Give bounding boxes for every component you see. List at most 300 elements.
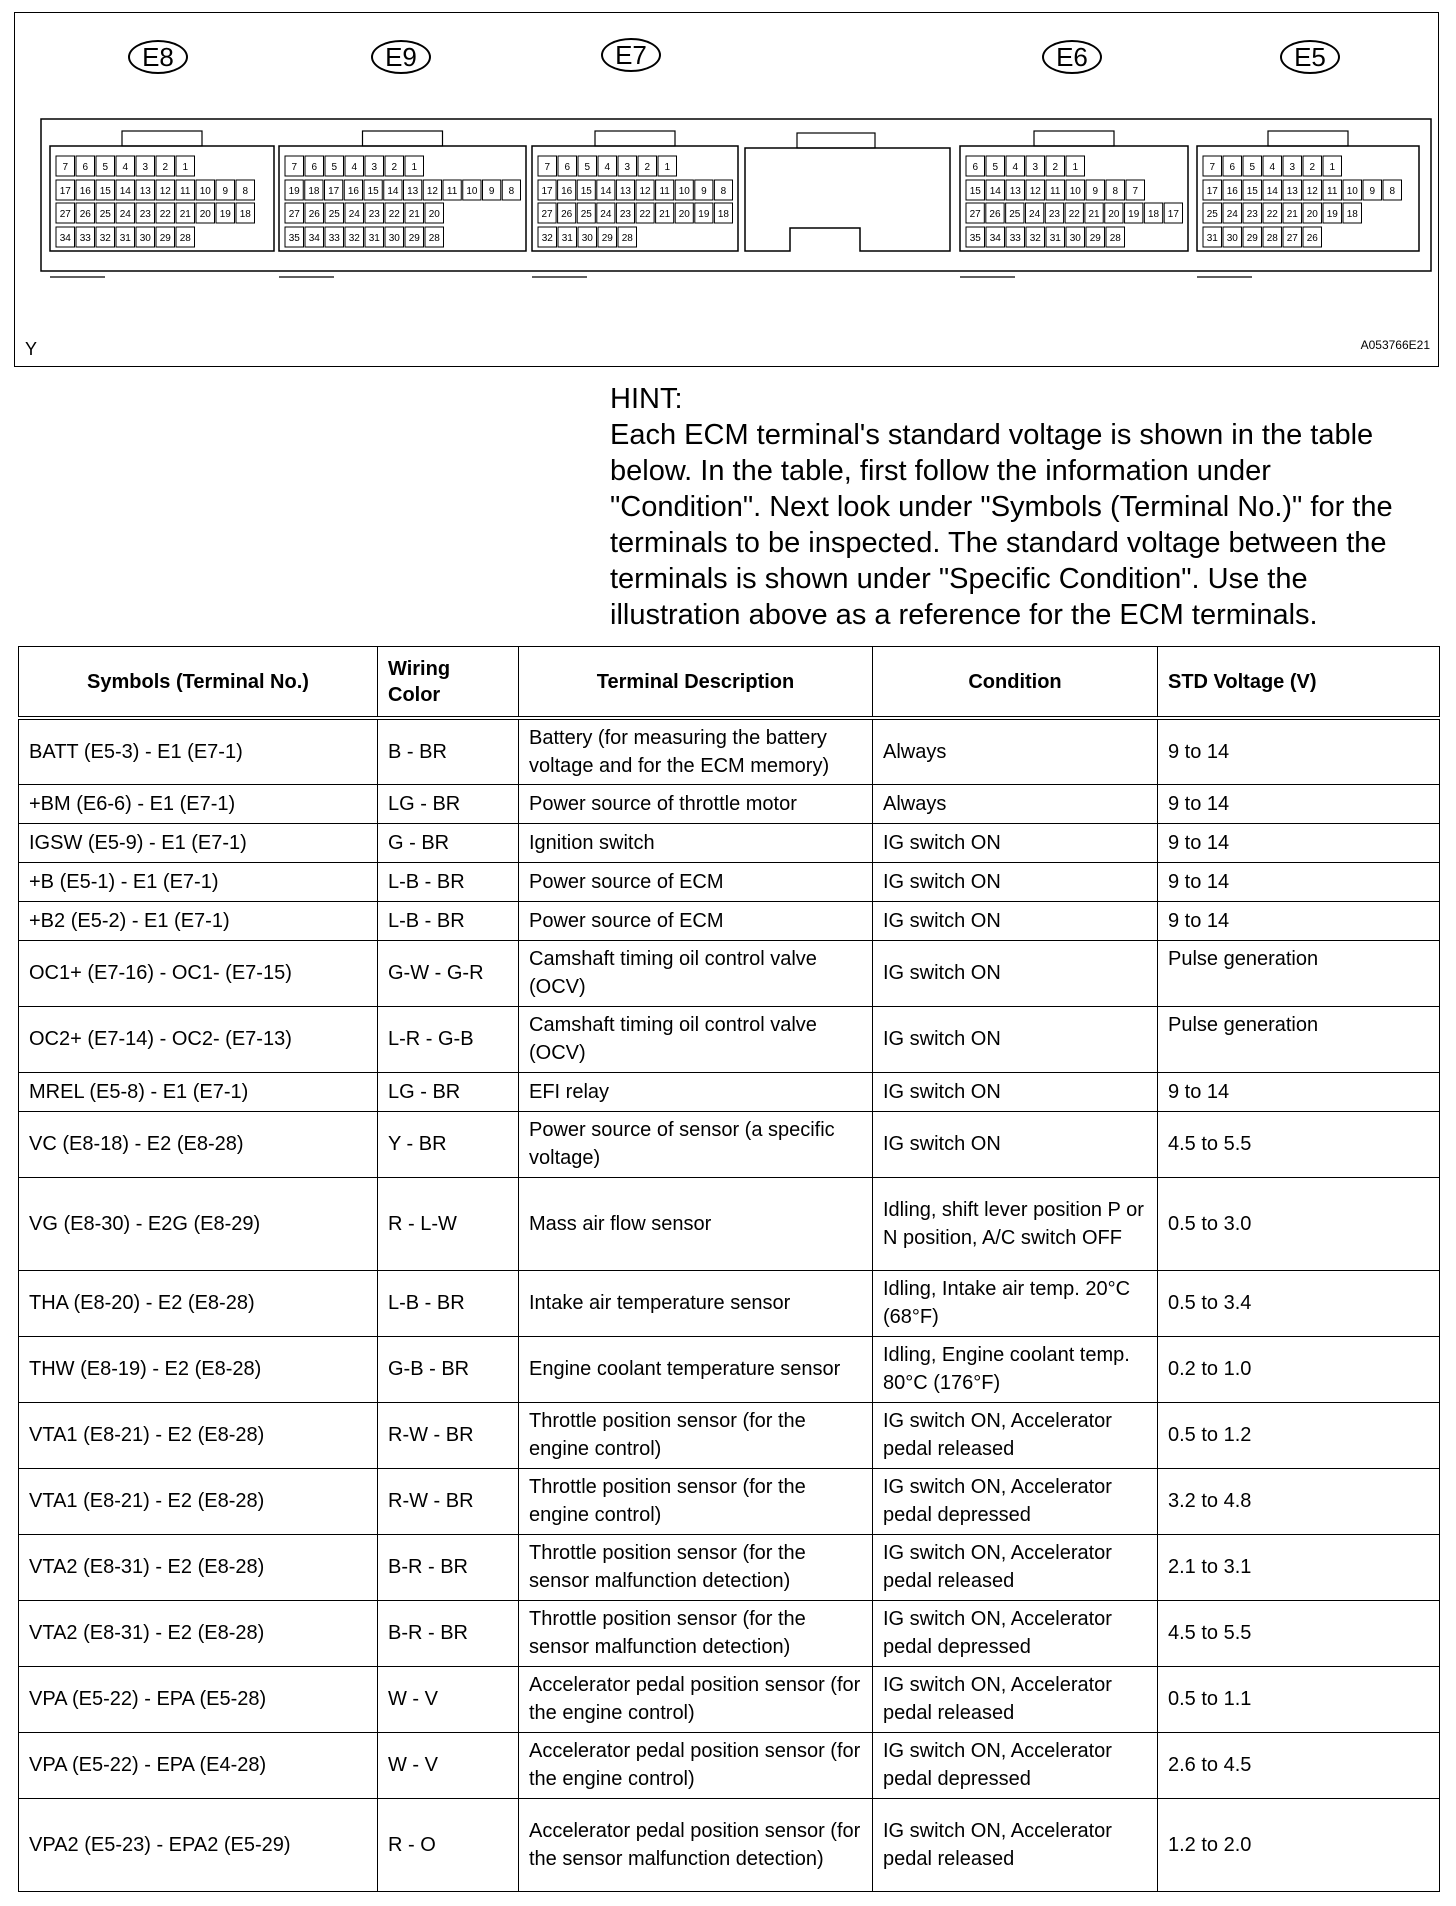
cell-condition: IG switch ON, Accelerator pedal released: [873, 1402, 1158, 1468]
pin-number-e8: 20: [199, 209, 211, 220]
pin-number-e7: 13: [619, 186, 632, 197]
table-row: [19, 940, 1440, 1006]
pin-number-e9: 35: [288, 233, 300, 244]
cell-condition: Idling, Engine coolant temp. 80°C (176°F): [873, 1336, 1158, 1402]
pin-number-e9: 11: [446, 186, 458, 197]
table-row: [19, 1402, 1440, 1468]
cell-description: EFI relay: [519, 1072, 873, 1111]
pin-number-e6: 27: [969, 209, 981, 220]
pin-number-e7: 17: [541, 186, 553, 197]
pin-number-e6: 29: [1089, 233, 1101, 244]
pin-number-e9: 20: [428, 209, 440, 220]
pin-number-e7: 22: [639, 209, 651, 220]
cell-symbols: IGSW (E5-9) - E1 (E7-1): [19, 823, 378, 862]
cell-condition: IG switch ON: [873, 823, 1158, 862]
pin-number-e6: 11: [1050, 186, 1061, 197]
cell-voltage: 4.5 to 5.5: [1158, 1111, 1440, 1177]
pin-number-e5: 6: [1229, 162, 1236, 173]
pin-number-e7: 20: [678, 209, 690, 220]
cell-symbols: VPA (E5-22) - EPA (E5-28): [19, 1666, 378, 1732]
pin-number-e8: 5: [102, 162, 109, 173]
pin-number-e7: 7: [544, 162, 551, 173]
cell-description: Camshaft timing oil control valve (OCV): [519, 940, 873, 1006]
pin-number-e9: 4: [351, 162, 358, 173]
pin-number-e5: 30: [1226, 233, 1238, 244]
pin-number-e9: 16: [347, 186, 359, 197]
pin-number-e6: 14: [989, 186, 1001, 197]
pin-number-e9: 22: [388, 209, 400, 220]
pin-number-e5: 5: [1249, 162, 1256, 173]
pin-number-e9: 31: [368, 233, 380, 244]
table-row: [19, 823, 1440, 862]
cell-condition: IG switch ON: [873, 1111, 1158, 1177]
pin-number-e6: 3: [1032, 162, 1039, 173]
pin-number-e5: 27: [1286, 233, 1298, 244]
pin-number-e6: 8: [1112, 186, 1119, 197]
cell-description: Throttle position sensor (for the engine control): [519, 1468, 873, 1534]
pin-number-e5: 15: [1246, 186, 1258, 197]
cell-description: Accelerator pedal position sensor (for the engine control): [519, 1732, 873, 1798]
pin-number-e8: 33: [79, 233, 91, 244]
pin-number-e6: 21: [1088, 209, 1100, 220]
pin-number-e5: 24: [1226, 209, 1238, 220]
pin-number-e7: 18: [717, 209, 730, 220]
table-row: [19, 718, 1440, 784]
header-wiring-line2: Color: [388, 683, 441, 706]
pin-number-e8: 19: [219, 209, 231, 220]
hint-line: terminals is shown under "Specific Condition". Use the: [610, 563, 1308, 595]
cell-wiring: L-B - BR: [378, 1270, 519, 1336]
table-row: [19, 1006, 1440, 1072]
cell-symbols: THA (E8-20) - E2 (E8-28): [19, 1270, 378, 1336]
cell-symbols: +BM (E6-6) - E1 (E7-1): [19, 784, 378, 823]
cell-condition: IG switch ON: [873, 862, 1158, 901]
pin-number-e8: 14: [119, 186, 131, 197]
pin-number-e5: 3: [1289, 162, 1296, 173]
pin-number-e9: 26: [308, 209, 320, 220]
pin-number-e7: 16: [561, 186, 573, 197]
pin-number-e8: 16: [79, 186, 91, 197]
pin-number-e9: 15: [367, 186, 379, 197]
pin-number-e5: 11: [1327, 186, 1338, 197]
pin-number-e7: 10: [678, 186, 690, 197]
pin-number-e8: 26: [79, 209, 91, 220]
pin-number-e6: 7: [1132, 186, 1139, 197]
cell-condition: IG switch ON, Accelerator pedal released: [873, 1798, 1158, 1891]
pin-number-e6: 10: [1069, 186, 1081, 197]
pin-number-e8: 9: [222, 186, 229, 197]
table-row: [19, 1666, 1440, 1732]
pin-number-e8: 12: [159, 186, 171, 197]
terminal-voltage-table: [18, 646, 1440, 1892]
connector-illustration: [14, 12, 1439, 367]
table-row: [19, 1072, 1440, 1111]
cell-condition: Always: [873, 718, 1158, 784]
hint-line: below. In the table, first follow the information under: [610, 455, 1271, 487]
pin-number-e5: 31: [1206, 233, 1218, 244]
pin-number-e8: 8: [242, 186, 249, 197]
table-row: [19, 1600, 1440, 1666]
pin-number-e7: 11: [659, 186, 670, 197]
pin-number-e6: 9: [1092, 186, 1099, 197]
cell-description: Engine coolant temperature sensor: [519, 1336, 873, 1402]
pin-number-e5: 21: [1286, 209, 1298, 220]
connector-latch-e8: [122, 131, 202, 146]
pin-number-e9: 9: [488, 186, 495, 197]
pin-number-e5: 19: [1326, 209, 1338, 220]
pin-number-e6: 2: [1052, 162, 1059, 173]
pin-number-e7: 29: [601, 233, 613, 244]
cell-description: Power source of ECM: [519, 862, 873, 901]
pin-number-e5: 9: [1369, 186, 1376, 197]
cell-condition: IG switch ON: [873, 901, 1158, 940]
pin-number-e7: 14: [600, 186, 612, 197]
hint-line: terminals to be inspected. The standard voltage between the: [610, 527, 1387, 559]
cell-voltage: 1.2 to 2.0: [1158, 1798, 1440, 1891]
cell-wiring: L-R - G-B: [378, 1006, 519, 1072]
cell-description: Throttle position sensor (for the engine control): [519, 1402, 873, 1468]
cell-wiring: R-W - BR: [378, 1402, 519, 1468]
pin-number-e8: 23: [139, 209, 151, 220]
pin-number-e6: 34: [989, 233, 1001, 244]
cell-description: Battery (for measuring the battery voltage and for the ECM memory): [519, 718, 873, 784]
cell-wiring: L-B - BR: [378, 901, 519, 940]
cell-condition: IG switch ON: [873, 1072, 1158, 1111]
cell-wiring: B-R - BR: [378, 1534, 519, 1600]
cell-wiring: Y - BR: [378, 1111, 519, 1177]
cell-voltage: 9 to 14: [1158, 823, 1440, 862]
pin-number-e7: 30: [581, 233, 593, 244]
connector-label-e9: E9: [371, 40, 431, 74]
pin-number-e6: 4: [1012, 162, 1019, 173]
hint-line: "Condition". Next look under "Symbols (Terminal No.)" for the: [610, 491, 1393, 523]
pin-number-e8: 31: [119, 233, 131, 244]
pin-number-e7: 24: [600, 209, 612, 220]
cell-wiring: G - BR: [378, 823, 519, 862]
pin-number-e8: 22: [159, 209, 171, 220]
pin-number-e8: 3: [142, 162, 149, 173]
table-row: [19, 1270, 1440, 1336]
pin-number-e5: 26: [1306, 233, 1318, 244]
cell-symbols: VC (E8-18) - E2 (E8-28): [19, 1111, 378, 1177]
pin-number-e9: 30: [388, 233, 400, 244]
cell-wiring: R-W - BR: [378, 1468, 519, 1534]
pin-number-e8: 7: [62, 162, 69, 173]
pin-number-e6: 26: [989, 209, 1001, 220]
pin-number-e8: 28: [179, 233, 191, 244]
figure-id: A053766E21: [1360, 338, 1430, 352]
pin-number-e5: 8: [1389, 186, 1396, 197]
illustration-corner-label: Y: [25, 339, 38, 359]
cell-symbols: VG (E8-30) - E2G (E8-29): [19, 1177, 378, 1270]
pin-number-e9: 24: [348, 209, 360, 220]
pin-number-e5: 18: [1346, 209, 1358, 220]
cell-voltage: 0.5 to 1.1: [1158, 1666, 1440, 1732]
pin-number-e9: 18: [308, 186, 320, 197]
cell-voltage: Pulse generation: [1158, 1006, 1440, 1072]
pin-number-e7: 15: [580, 186, 592, 197]
pin-number-e6: 6: [972, 162, 979, 173]
pin-number-e8: 24: [119, 209, 131, 220]
pin-number-e7: 25: [580, 209, 592, 220]
table-row: [19, 1798, 1440, 1891]
pin-number-e8: 10: [199, 186, 211, 197]
cell-condition: Always: [873, 784, 1158, 823]
pin-number-e6: 35: [969, 233, 981, 244]
cell-description: Ignition switch: [519, 823, 873, 862]
pin-number-e5: 10: [1346, 186, 1358, 197]
table-row: [19, 1111, 1440, 1177]
pin-number-e6: 17: [1167, 209, 1179, 220]
cell-wiring: G-B - BR: [378, 1336, 519, 1402]
pin-number-e7: 4: [604, 162, 611, 173]
cell-wiring: R - L-W: [378, 1177, 519, 1270]
cell-wiring: R - O: [378, 1798, 519, 1891]
cell-symbols: VPA2 (E5-23) - EPA2 (E5-29): [19, 1798, 378, 1891]
pin-number-e7: 9: [701, 186, 707, 197]
cell-symbols: VPA (E5-22) - EPA (E4-28): [19, 1732, 378, 1798]
pin-number-e9: 1: [411, 162, 418, 173]
cell-voltage: 0.5 to 3.0: [1158, 1177, 1440, 1270]
cell-description: Power source of sensor (a specific voltage): [519, 1111, 873, 1177]
cell-description: Accelerator pedal position sensor (for the engine control): [519, 1666, 873, 1732]
table-row: [19, 1732, 1440, 1798]
pin-number-e5: 12: [1306, 186, 1318, 197]
pin-number-e9: 17: [328, 186, 340, 197]
pin-number-e7: 32: [541, 233, 553, 244]
connector-latch-e6: [1034, 131, 1114, 146]
cell-symbols: +B (E5-1) - E1 (E7-1): [19, 862, 378, 901]
pin-number-e7: 26: [561, 209, 573, 220]
cell-wiring: W - V: [378, 1666, 519, 1732]
hint-line: illustration above as a reference for the ECM terminals.: [610, 599, 1318, 631]
pin-number-e5: 25: [1206, 209, 1218, 220]
pin-number-e8: 18: [239, 209, 251, 220]
cell-voltage: 0.2 to 1.0: [1158, 1336, 1440, 1402]
cell-description: Accelerator pedal position sensor (for the sensor malfunction detection): [519, 1798, 873, 1891]
pin-number-e9: 25: [328, 209, 340, 220]
table-row: [19, 1468, 1440, 1534]
cell-voltage: 9 to 14: [1158, 901, 1440, 940]
cell-description: Throttle position sensor (for the sensor malfunction detection): [519, 1600, 873, 1666]
pin-number-e5: 1: [1329, 162, 1336, 173]
hint-block: [610, 381, 1440, 633]
header-condition: Condition: [873, 647, 1158, 719]
pin-number-e8: 15: [99, 186, 111, 197]
connector-label-e8: E8: [128, 40, 188, 74]
pin-number-e8: 1: [182, 162, 189, 173]
cell-condition: IG switch ON, Accelerator pedal depressed: [873, 1468, 1158, 1534]
pin-number-e5: 17: [1206, 186, 1218, 197]
cell-symbols: OC1+ (E7-16) - OC1- (E7-15): [19, 940, 378, 1006]
connector-label-e6: E6: [1042, 40, 1102, 74]
pin-number-e9: 13: [407, 186, 419, 197]
cell-voltage: 9 to 14: [1158, 1072, 1440, 1111]
table-row: [19, 901, 1440, 940]
pin-number-e9: 23: [368, 209, 380, 220]
cell-symbols: +B2 (E5-2) - E1 (E7-1): [19, 901, 378, 940]
cell-description: Power source of throttle motor: [519, 784, 873, 823]
cell-condition: IG switch ON: [873, 940, 1158, 1006]
pin-number-e9: 27: [288, 209, 300, 220]
pin-number-e6: 33: [1009, 233, 1021, 244]
pin-number-e7: 27: [541, 209, 553, 220]
pin-number-e8: 21: [179, 209, 191, 220]
cell-condition: IG switch ON, Accelerator pedal depressed: [873, 1600, 1158, 1666]
cell-voltage: 0.5 to 3.4: [1158, 1270, 1440, 1336]
pin-number-e7: 28: [621, 233, 633, 244]
pin-number-e5: 4: [1269, 162, 1276, 173]
cell-voltage: 2.6 to 4.5: [1158, 1732, 1440, 1798]
pin-number-e9: 7: [291, 162, 298, 173]
cell-wiring: B - BR: [378, 718, 519, 784]
pin-number-e8: 29: [159, 233, 171, 244]
pin-number-e9: 29: [408, 233, 420, 244]
cell-wiring: B-R - BR: [378, 1600, 519, 1666]
cell-voltage: Pulse generation: [1158, 940, 1440, 1006]
ecm-center-latch: [797, 133, 875, 148]
header-std-voltage: STD Voltage (V): [1158, 647, 1440, 719]
pin-number-e7: 8: [720, 186, 727, 197]
pin-number-e6: 23: [1048, 209, 1060, 220]
cell-symbols: VTA1 (E8-21) - E2 (E8-28): [19, 1468, 378, 1534]
pin-number-e7: 12: [639, 186, 651, 197]
pin-number-e9: 8: [508, 186, 515, 197]
pin-number-e5: 13: [1286, 186, 1298, 197]
cell-wiring: G-W - G-R: [378, 940, 519, 1006]
pin-number-e5: 14: [1266, 186, 1278, 197]
pin-number-e7: 23: [619, 209, 632, 220]
cell-description: Intake air temperature sensor: [519, 1270, 873, 1336]
pin-number-e8: 17: [59, 186, 71, 197]
connector-latch-e9: [363, 131, 443, 146]
cell-condition: IG switch ON: [873, 1006, 1158, 1072]
pin-number-e6: 32: [1029, 233, 1041, 244]
pin-number-e6: 22: [1068, 209, 1080, 220]
cell-voltage: 2.1 to 3.1: [1158, 1534, 1440, 1600]
table-row: [19, 1534, 1440, 1600]
cell-description: Throttle position sensor (for the sensor malfunction detection): [519, 1534, 873, 1600]
pin-number-e7: 5: [584, 162, 591, 173]
pin-number-e9: 12: [426, 186, 438, 197]
cell-condition: IG switch ON, Accelerator pedal depressed: [873, 1732, 1158, 1798]
pin-number-e8: 25: [99, 209, 111, 220]
header-symbols: Symbols (Terminal No.): [19, 647, 378, 719]
ecm-connector-drawing: [15, 13, 1440, 368]
pin-number-e6: 20: [1108, 209, 1120, 220]
pin-number-e6: 24: [1029, 209, 1041, 220]
pin-number-e6: 12: [1029, 186, 1041, 197]
cell-wiring: LG - BR: [378, 1072, 519, 1111]
pin-number-e8: 13: [139, 186, 151, 197]
table-row: [19, 1336, 1440, 1402]
cell-symbols: OC2+ (E7-14) - OC2- (E7-13): [19, 1006, 378, 1072]
cell-condition: Idling, Intake air temp. 20°C (68°F): [873, 1270, 1158, 1336]
connector-latch-e5: [1268, 131, 1348, 146]
pin-number-e9: 21: [408, 209, 420, 220]
pin-number-e9: 10: [466, 186, 478, 197]
cell-voltage: 4.5 to 5.5: [1158, 1600, 1440, 1666]
pin-number-e7: 1: [664, 162, 671, 173]
pin-number-e8: 32: [99, 233, 111, 244]
connector-label-e7: E7: [601, 38, 661, 72]
pin-number-e6: 18: [1147, 209, 1160, 220]
pin-number-e9: 19: [288, 186, 300, 197]
cell-description: Mass air flow sensor: [519, 1177, 873, 1270]
hint-line: Each ECM terminal's standard voltage is shown in the table: [610, 419, 1374, 451]
cell-condition: IG switch ON, Accelerator pedal released: [873, 1666, 1158, 1732]
pin-number-e5: 16: [1226, 186, 1238, 197]
pin-number-e8: 11: [180, 186, 191, 197]
table-row: [19, 862, 1440, 901]
pin-number-e9: 6: [311, 162, 318, 173]
table-header-row: [19, 647, 1440, 719]
pin-number-e7: 6: [564, 162, 571, 173]
cell-condition: Idling, shift lever position P or N position, A/C switch OFF: [873, 1177, 1158, 1270]
cell-wiring: LG - BR: [378, 784, 519, 823]
cell-wiring: L-B - BR: [378, 862, 519, 901]
pin-number-e8: 30: [139, 233, 151, 244]
cell-voltage: 9 to 14: [1158, 784, 1440, 823]
pin-number-e6: 19: [1128, 209, 1140, 220]
pin-number-e6: 5: [992, 162, 999, 173]
header-wiring-line1: Wiring: [388, 657, 451, 680]
pin-number-e7: 3: [624, 162, 631, 173]
pin-number-e6: 30: [1069, 233, 1081, 244]
cell-symbols: VTA2 (E8-31) - E2 (E8-28): [19, 1600, 378, 1666]
pin-number-e7: 21: [659, 209, 671, 220]
pin-number-e8: 6: [82, 162, 89, 173]
pin-number-e9: 3: [371, 162, 378, 173]
pin-number-e5: 7: [1209, 162, 1216, 173]
pin-number-e9: 2: [391, 162, 398, 173]
ecm-center-block: [745, 148, 950, 251]
cell-symbols: BATT (E5-3) - E1 (E7-1): [19, 718, 378, 784]
pin-number-e5: 20: [1306, 209, 1318, 220]
pin-number-e9: 32: [348, 233, 360, 244]
cell-condition: IG switch ON, Accelerator pedal released: [873, 1534, 1158, 1600]
header-wiring-color: [378, 647, 519, 719]
cell-symbols: VTA1 (E8-21) - E2 (E8-28): [19, 1402, 378, 1468]
cell-symbols: THW (E8-19) - E2 (E8-28): [19, 1336, 378, 1402]
connector-label-e5: E5: [1280, 40, 1340, 74]
pin-number-e6: 25: [1009, 209, 1021, 220]
pin-number-e6: 31: [1049, 233, 1061, 244]
cell-description: Camshaft timing oil control valve (OCV): [519, 1006, 873, 1072]
pin-number-e9: 28: [428, 233, 440, 244]
pin-number-e8: 27: [59, 209, 71, 220]
pin-number-e9: 34: [308, 233, 320, 244]
table-row: [19, 1177, 1440, 1270]
pin-number-e9: 14: [387, 186, 399, 197]
pin-number-e8: 2: [162, 162, 169, 173]
pin-number-e6: 28: [1109, 233, 1121, 244]
connector-latch-e7: [595, 131, 675, 146]
cell-voltage: 3.2 to 4.8: [1158, 1468, 1440, 1534]
pin-number-e5: 2: [1309, 162, 1316, 173]
cell-voltage: 0.5 to 1.2: [1158, 1402, 1440, 1468]
pin-number-e8: 4: [122, 162, 129, 173]
cell-wiring: W - V: [378, 1732, 519, 1798]
pin-number-e6: 15: [969, 186, 981, 197]
hint-title: HINT:: [610, 383, 683, 415]
cell-voltage: 9 to 14: [1158, 862, 1440, 901]
header-terminal-description: Terminal Description: [519, 647, 873, 719]
pin-number-e7: 2: [644, 162, 651, 173]
pin-number-e5: 23: [1246, 209, 1258, 220]
pin-number-e9: 5: [331, 162, 338, 173]
pin-number-e9: 33: [328, 233, 340, 244]
